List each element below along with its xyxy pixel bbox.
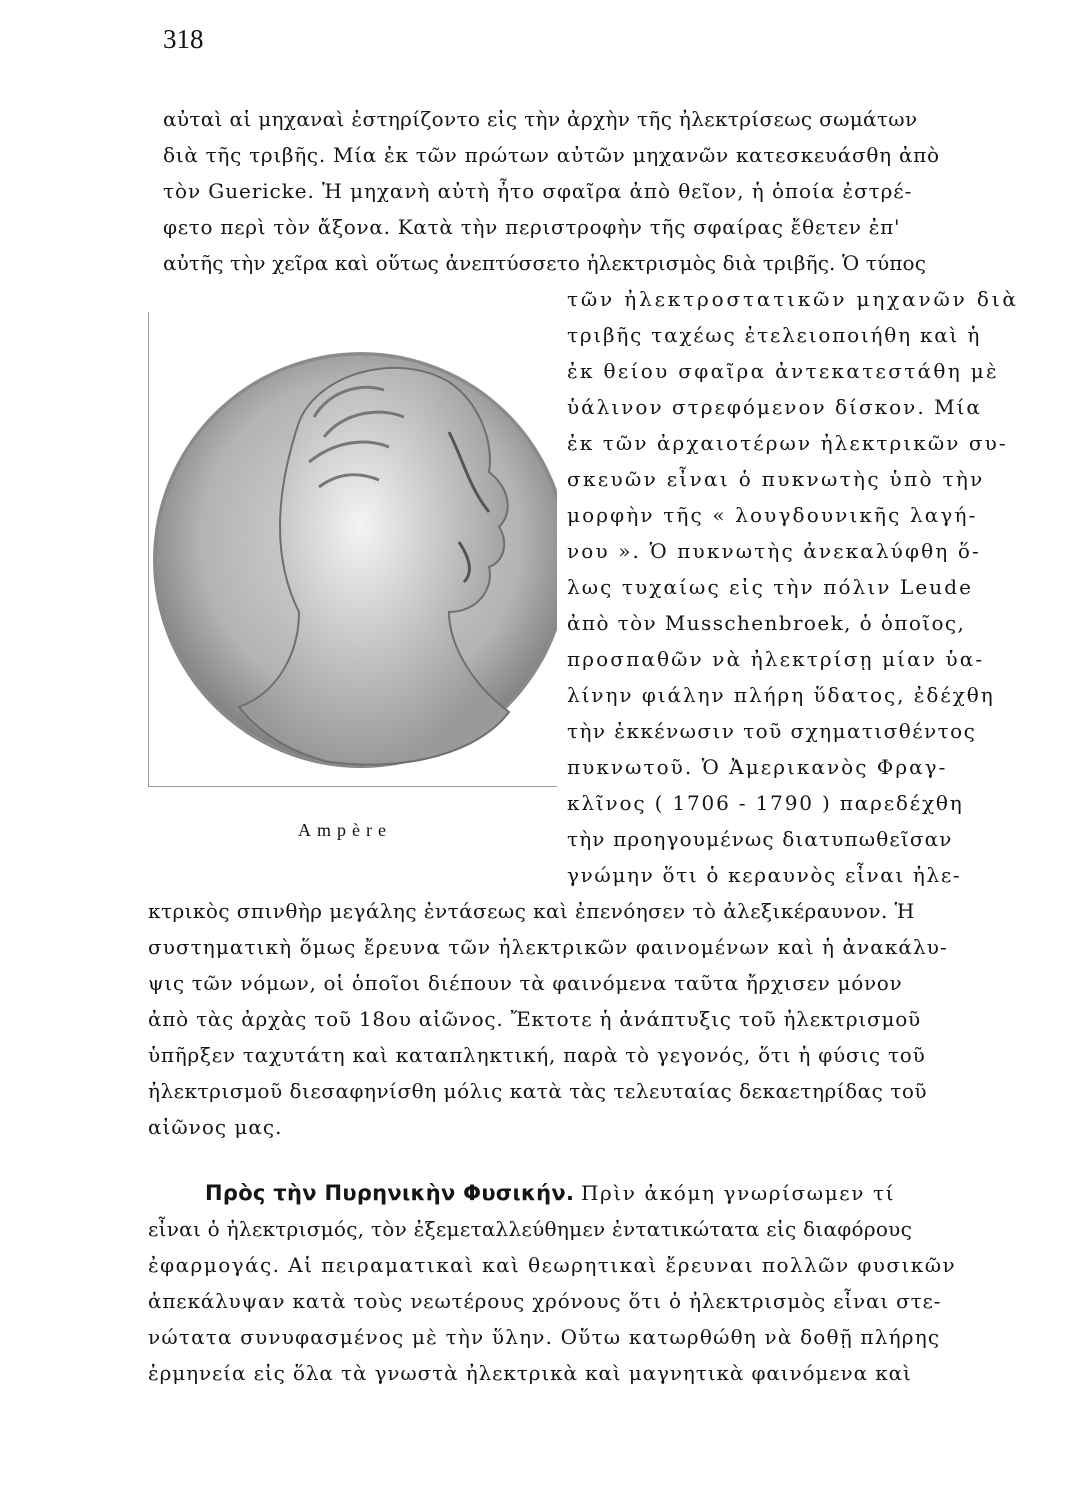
text-line: μορφὴν τῆς « λουγδουνικῆς λαγή- — [567, 503, 978, 527]
section-heading: Πρὸς τὴν Πυρηνικὴν Φυσικήν. — [205, 1181, 575, 1205]
figure-frame — [148, 312, 557, 787]
text-line: Πρὶν ἀκόμη γνωρίσωμεν τί — [580, 1181, 896, 1205]
text-line: τριβῆς ταχέως ἐτελειοποιήθη καὶ ἡ — [567, 323, 982, 347]
text-line: λως τυχαίως εἰς τὴν πόλιν Leude — [567, 575, 974, 599]
text-line: εἶναι ὁ ἠλεκτρισμός, τὸν ἐξεμεταλλεύθημεν ἐντατικώτατα εἰς διαφόρους — [148, 1217, 913, 1241]
text-line: λίνην φιάλην πλήρη ὕδατος, ἐδέχθη — [567, 683, 995, 707]
text-line: ὑπῆρξεν ταχυτάτη καὶ καταπληκτική, παρὰ τὸ γεγονός, ὅτι ἡ φύσις τοῦ — [148, 1043, 926, 1067]
text-line: προσπαθῶν νὰ ἠλεκτρίσῃ μίαν ὑα- — [567, 647, 985, 671]
section-first-line — [205, 1180, 895, 1206]
text-line: νώτατα συνυφασμένος μὲ τὴν ὕλην. Οὕτω κατωρθώθη νὰ δοθῇ πλήρης — [148, 1325, 941, 1349]
text-line: νου ». Ὁ πυκνωτὴς ἀνεκαλύφθη ὅ- — [567, 539, 981, 563]
page-number: 318 — [163, 24, 204, 54]
text-line: τῶν ἠλεκτροστατικῶν μηχανῶν διὰ — [567, 287, 1019, 311]
text-line: αὐταὶ αἱ μηχαναὶ ἐστηρίζοντο εἰς τὴν ἀρχὴν τῆς ἠλεκτρίσεως σωμάτων — [163, 107, 918, 131]
text-line: αὐτῆς τὴν χεῖρα καὶ οὕτως ἀνεπτύσσετο ἠλεκτρισμὸς διὰ τριβῆς. Ὁ τύπος — [163, 251, 927, 275]
text-line: αἰῶνος μας. — [148, 1115, 283, 1139]
text-line: ἀπεκάλυψαν κατὰ τοὺς νεωτέρους χρόνους ὅτι ὁ ἠλεκτρισμὸς εἶναι στε- — [148, 1289, 942, 1313]
text-line: τὴν προηγουμένως διατυπωθεῖσαν — [567, 827, 953, 851]
text-line: ἀπὸ τὰς ἀρχὰς τοῦ 18ου αἰῶνος. Ἔκτοτε ἡ ἀνάπτυξις τοῦ ἠλεκτρισμοῦ — [148, 1007, 921, 1031]
text-line: συστηματικὴ ὅμως ἔρευνα τῶν ἠλεκτρικῶν φαινομένων καὶ ἡ ἀνακάλυ- — [148, 935, 948, 959]
text-line: πυκνωτοῦ. Ὁ Ἀμερικανὸς Φραγ- — [567, 755, 948, 779]
text-line: διὰ τῆς τριβῆς. Μία ἐκ τῶν πρώτων αὐτῶν μηχανῶν κατεσκευάσθη ἀπὸ — [163, 143, 940, 167]
text-line: ἐφαρμογάς. Αἱ πειραματικαὶ καὶ θεωρητικαὶ ἔρευναι πολλῶν φυσικῶν — [148, 1253, 957, 1277]
ampere-portrait-image — [149, 312, 557, 786]
text-line: ἠλεκτρισμοῦ διεσαφηνίσθη μόλις κατὰ τὰς τελευταίας δεκαετηρίδας τοῦ — [148, 1079, 928, 1103]
text-line: γνώμην ὅτι ὁ κεραυνὸς εἶναι ἠλε- — [567, 863, 962, 887]
text-line: ἐκ θείου σφαῖρα ἀντεκατεστάθη μὲ — [567, 359, 1000, 383]
text-line: ἑρμηνεία εἰς ὅλα τὰ γνωστὰ ἠλεκτρικὰ καὶ μαγνητικὰ φαινόμενα καὶ — [148, 1361, 912, 1385]
text-line: κλῖνος ( 1706 - 1790 ) παρεδέχθη — [567, 791, 964, 815]
text-line: ὑάλινον στρεφόμενον δίσκον. Μία — [567, 395, 982, 419]
text-line: φετο περὶ τὸν ἄξονα. Κατὰ τὴν περιστροφὴν τῆς σφαίρας ἔθετεν ἐπ' — [163, 215, 901, 239]
text-line: τὸν Guericke. Ἡ μηχανὴ αὐτὴ ἦτο σφαῖρα ἀπὸ θεῖον, ἡ ὁποία ἐστρέ- — [163, 179, 913, 203]
text-line: ἐκ τῶν ἀρχαιοτέρων ἠλεκτρικῶν συ- — [567, 431, 1008, 455]
figure-caption: Ampère — [298, 820, 392, 840]
text-line: κτρικὸς σπινθὴρ μεγάλης ἐντάσεως καὶ ἐπενόησεν τὸ ἀλεξικέραυνον. Ἡ — [148, 899, 915, 923]
text-line: σκευῶν εἶναι ὁ πυκνωτὴς ὑπὸ τὴν — [567, 467, 985, 491]
text-line: ψις τῶν νόμων, οἱ ὁποῖοι διέπουν τὰ φαινόμενα ταῦτα ἤρχισεν μόνον — [148, 971, 903, 995]
text-line: ἀπὸ τὸν Musschenbroek, ὁ ὁποῖος, — [567, 611, 966, 635]
text-line: τὴν ἐκκένωσιν τοῦ σχηματισθέντος — [567, 719, 977, 743]
